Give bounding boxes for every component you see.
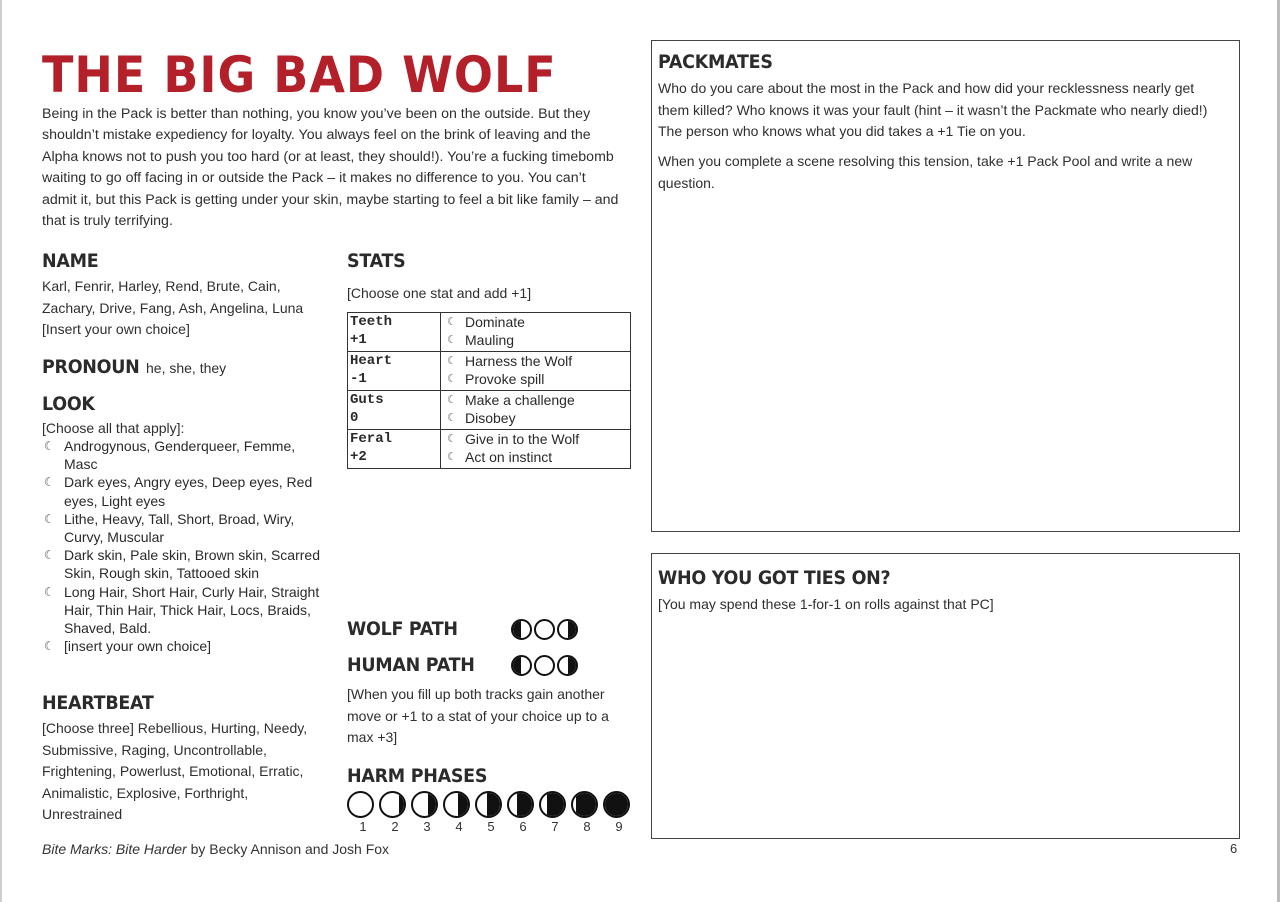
moon-bullet-icon: ☾ [447,334,457,346]
harm-phase-numbers [347,819,635,834]
pronoun-section [42,358,226,380]
ties-note: [You may spend these 1-for-1 on rolls against that PC] [658,596,994,612]
footer-credit [42,841,389,857]
stats-heading: STATS [347,250,406,272]
pronoun-options: he, she, they [146,360,227,376]
wolf-path-circles [511,619,580,640]
stat-move-label: Provoke spill [465,371,545,387]
look-option[interactable] [42,637,332,655]
look-option[interactable] [42,510,332,546]
stat-row [348,391,631,430]
harm-phase-circle[interactable] [347,791,374,818]
stat-move-label: Mauling [465,332,515,348]
stat-moves-cell [441,391,631,430]
look-option-label: Dark skin, Pale skin, Brown skin, Scarred Skin, Rough skin, Tattooed skin [64,547,320,582]
stat-move[interactable] [445,352,630,370]
harm-phase-number: 6 [519,819,527,834]
harm-phase-fill [605,793,628,816]
stat-move[interactable] [445,409,630,427]
harm-section [347,767,499,787]
stat-move[interactable] [445,430,630,448]
stats-section [347,252,411,272]
moon-bullet-icon: ☾ [44,639,55,654]
harm-phase-number: 8 [583,819,591,834]
stat-row [348,352,631,391]
stat-moves-cell [441,352,631,391]
packmates-resolution: When you complete a scene resolving this tension, take +1 Pack Pool and write a new question. [658,153,1193,191]
page-edge-left [0,0,2,902]
harm-phase-number: 3 [423,819,431,834]
harm-phase-circle[interactable] [443,791,470,818]
human-path-circles [511,655,580,676]
harm-phase-circle[interactable] [603,791,630,818]
harm-phase-circle[interactable] [507,791,534,818]
moon-bullet-icon: ☾ [447,316,457,328]
heartbeat-heading: HEARTBEAT [42,692,154,714]
stats-table [347,312,631,469]
paths-note: [When you fill up both tracks gain another move or +1 to a stat of your choice up to a max +3] [347,686,609,745]
moon-bullet-icon: ☾ [447,451,457,463]
moon-bullet-icon: ☾ [44,439,55,453]
harm-phase-number: 1 [359,819,367,834]
harm-phase-fill [458,793,468,816]
human-path-label: HUMAN PATH [347,654,475,676]
moon-bullet-icon: ☾ [447,373,457,385]
human-path-track [347,655,580,676]
harm-phase-number: 7 [551,819,559,834]
harm-phase-number: 4 [455,819,463,834]
moon-bullet-icon: ☾ [447,355,457,367]
look-option[interactable] [42,583,332,638]
path-circle[interactable] [557,655,578,676]
harm-phase-number: 9 [615,819,623,834]
path-circle[interactable] [557,619,578,640]
moon-bullet-icon: ☾ [44,475,55,490]
moon-bullet-icon: ☾ [44,511,55,526]
path-circle[interactable] [511,655,532,676]
look-list [42,437,332,655]
stat-name-cell [348,352,441,391]
name-section [42,252,103,272]
look-instruction: [Choose all that apply]: [42,420,185,436]
playbook-title: THE BIG BAD WOLF [42,45,557,104]
look-body [42,419,332,655]
stat-move[interactable] [445,313,630,331]
stat-move-label: Act on instinct [465,449,553,465]
harm-phase-circle[interactable] [539,791,566,818]
moon-bullet-icon: ☾ [44,548,55,563]
stat-move[interactable] [445,370,630,388]
harm-phase-circle[interactable] [571,791,598,818]
packmates-heading-wrap [658,53,783,73]
stat-value: -1 [350,371,367,387]
harm-phase-circle[interactable] [475,791,502,818]
stat-name: Feral [350,431,393,447]
stat-move-label: Dominate [465,314,525,330]
wolf-path-track [347,619,580,640]
look-option[interactable] [42,437,332,473]
packmates-box [651,40,1240,532]
heartbeat-section [42,694,163,714]
harm-phase-fill [576,793,596,816]
stat-name-cell [348,430,441,469]
harm-phase-fill [399,793,404,816]
stat-value: +1 [350,332,367,348]
stat-row [348,430,631,469]
stat-move-label: Make a challenge [465,392,575,408]
harm-phase-fill [428,793,436,816]
packmates-question: Who do you care about the most in the Pack and how did your recklessness nearly get them killed? Who knows it was your fault (hint – it wasn’t the Packmate who nearly died!) The person who knows what you did takes a +1 Tie on you. [658,80,1208,139]
moon-bullet-icon: ☾ [447,394,457,406]
look-option-label: [insert your own choice] [64,638,212,655]
ties-box [651,553,1240,839]
packmates-heading: PACKMATES [658,51,773,73]
stat-move[interactable] [445,448,630,466]
harm-phase-number: 2 [391,819,399,834]
stat-value: +2 [350,449,367,465]
look-option-label: Dark eyes, Angry eyes, Deep eyes, Red eyes, Light eyes [64,474,313,509]
stat-moves-cell [441,313,631,352]
harm-phase-circle[interactable] [411,791,438,818]
look-option[interactable] [42,473,332,509]
moon-bullet-icon: ☾ [447,433,457,445]
name-heading: NAME [42,250,99,272]
harm-phase-number: 5 [487,819,495,834]
stat-move[interactable] [445,391,630,409]
footer-authors: by Becky Annison and Josh Fox [186,841,390,857]
look-option[interactable] [42,546,332,582]
playbook-intro: Being in the Pack is better than nothing, you know you’ve been on the outside. But they shouldn’t mistake expediency for loyalty. You always feel on the brink of leaving and the Alpha knows not to push you too hard (or at least, they should!). You’re a fucking timebomb waiting to go off facing in or outside the Pack – it makes no difference to you. You can’t admit it, but this Pack is getting under your skin, maybe starting to feel a bit like family – and that is truly terrifying. [42,106,619,230]
footer-book-title: Bite Marks: Bite Harder [42,841,187,857]
path-circle[interactable] [534,655,555,676]
page-number: 6 [1230,841,1238,856]
stat-value: 0 [350,410,359,426]
stat-name: Heart [350,353,393,369]
pronoun-heading: PRONOUN [42,356,140,378]
stat-moves-cell [441,430,631,469]
stat-name: Guts [350,392,384,408]
wolf-path-label: WOLF PATH [347,618,458,640]
look-heading: LOOK [42,393,95,415]
stat-row [348,313,631,352]
stat-move-label: Harness the Wolf [465,353,573,369]
look-section [42,395,99,415]
harm-phase-circles [347,791,635,818]
moon-bullet-icon: ☾ [44,584,55,599]
harm-phase-fill [547,793,564,816]
look-option-label: Lithe, Heavy, Tall, Short, Broad, Wiry, Curvy, Muscular [64,510,295,546]
ties-heading-wrap [658,569,911,589]
harm-phase-circle[interactable] [379,791,406,818]
stat-name-cell [348,313,441,352]
harm-heading: HARM PHASES [347,765,488,787]
stat-name-cell [348,391,441,430]
moon-bullet-icon: ☾ [447,412,457,424]
path-circle[interactable] [534,619,555,640]
harm-phase-fill [517,793,532,816]
look-option-label: Androgynous, Genderqueer, Femme, Masc [64,438,296,473]
heartbeat-options: [Choose three] Rebellious, Hurting, Needy, Submissive, Raging, Uncontrollable, Frightening, Powerlust, Emotional, Erratic, Animalistic, Explosive, Forthright, Unrestrained [42,720,308,822]
name-options: Karl, Fenrir, Harley, Rend, Brute, Cain, Zachary, Drive, Fang, Ash, Angelina, Luna [Insert your own choice] [42,278,304,337]
stat-move-label: Disobey [465,410,516,426]
stats-instruction: [Choose one stat and add +1] [347,285,532,301]
harm-phase-fill [487,793,500,816]
look-option-label: Long Hair, Short Hair, Curly Hair, Straight Hair, Thin Hair, Thick Hair, Locs, Braids, Shaved, Bald. [64,583,320,637]
stat-name: Teeth [350,314,393,330]
stat-move[interactable] [445,331,630,349]
path-circle[interactable] [511,619,532,640]
stat-move-label: Give in to the Wolf [465,431,580,447]
ties-heading: WHO YOU GOT TIES ON? [658,567,891,589]
